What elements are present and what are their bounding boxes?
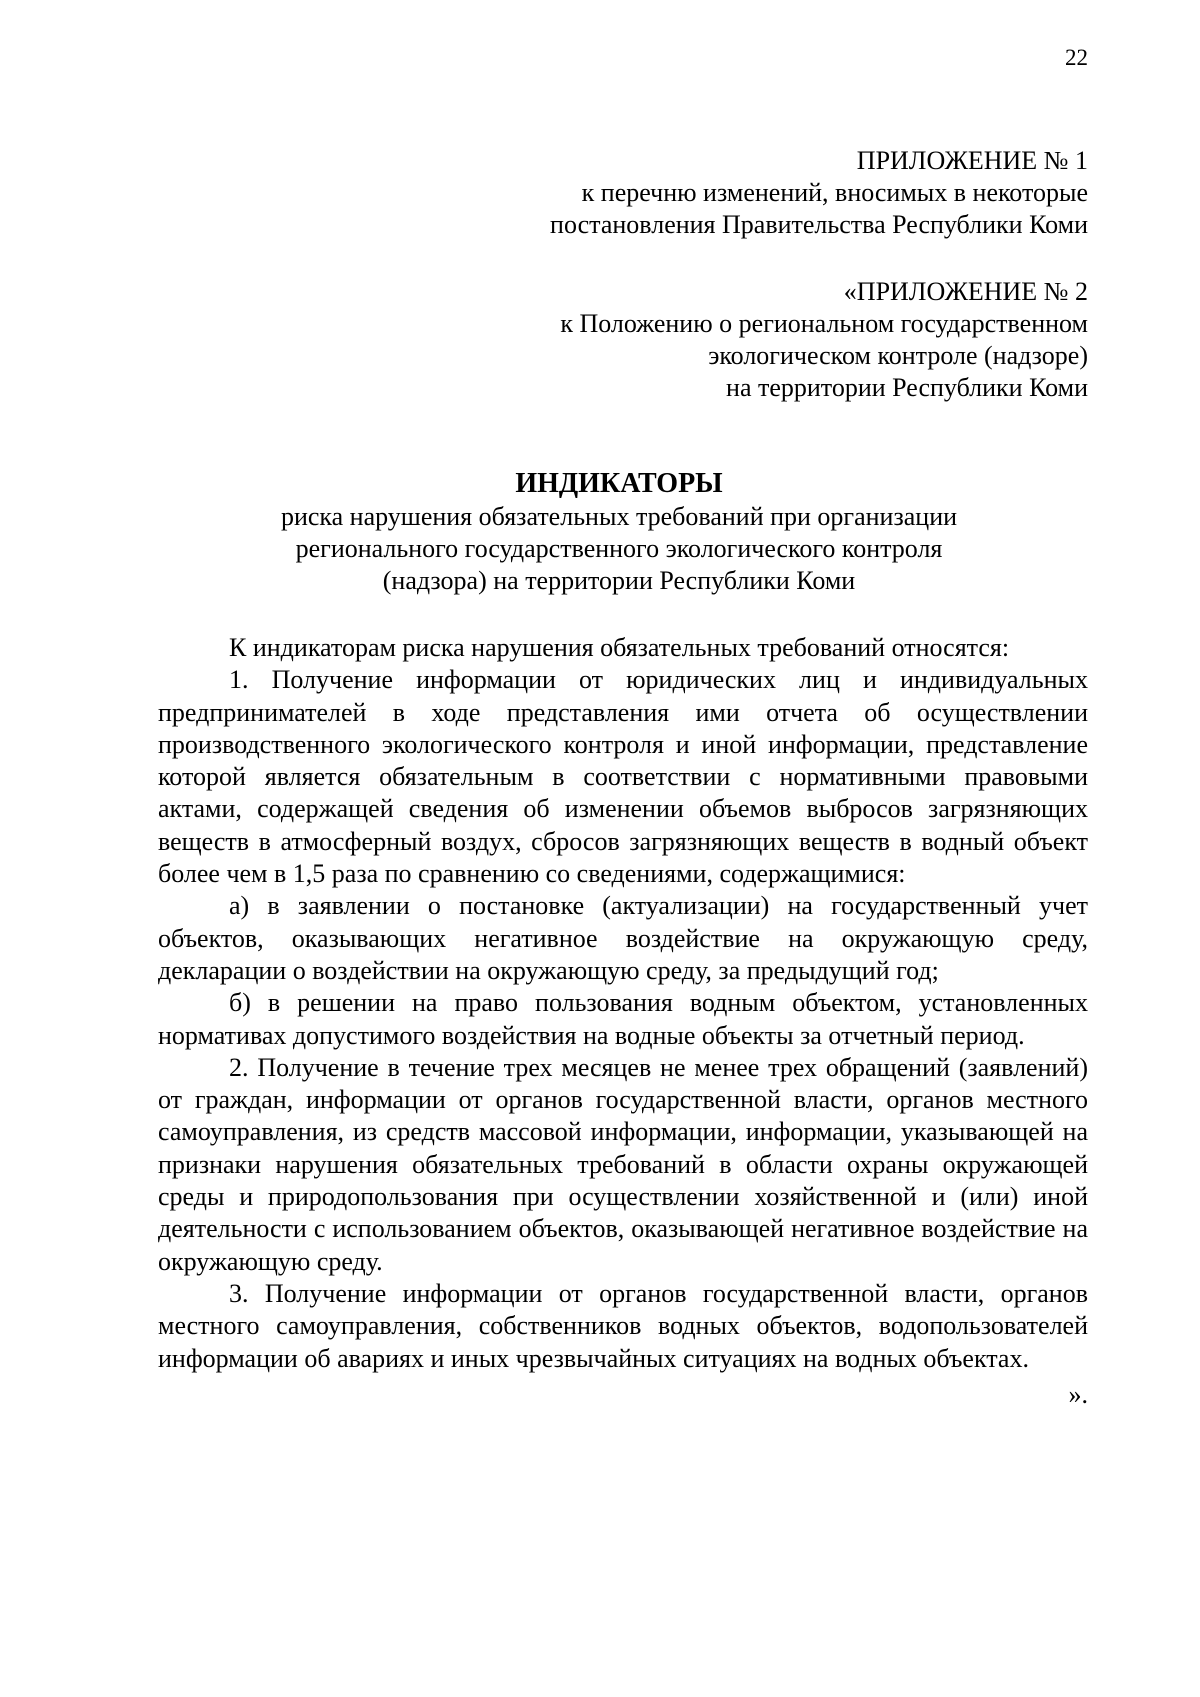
- appendix-1-line: к перечню изменений, вносимых в некоторые: [581, 178, 1088, 207]
- appendix-2-line: к Положению о региональном государственном: [560, 309, 1088, 338]
- body-item-1b: б) в решении на право пользования водным объектом, установленных нормативах допустимого воздействия на водные объекты за отчетный период.: [158, 988, 1088, 1050]
- appendix-1-line: ПРИЛОЖЕНИЕ № 1: [856, 146, 1088, 175]
- appendix-1-line: постановления Правительства Республики Коми: [550, 210, 1088, 239]
- title-subtitle-line: (надзора) на территории Республики Коми: [382, 566, 856, 595]
- document-title: [150, 467, 1088, 597]
- appendix-1-header: [550, 145, 1088, 241]
- body-item-2: 2. Получение в течение трех месяцев не менее трех обращений (заявлений) от граждан, информации от органов государственной власти, органов местного самоуправления, из средств массовой информации, информации, указывающей на признаки нарушения обязательных требований в области охраны окружающей среды и природопользования при осуществлении хозяйственной и (или) иной деятельности с использованием объектов, оказывающей негативное воздействие на окружающую среду.: [158, 1052, 1088, 1276]
- title-subtitle-line: риска нарушения обязательных требований при организации: [280, 502, 958, 531]
- body-intro: К индикаторам риска нарушения обязательных требований относятся:: [229, 633, 1010, 662]
- appendix-2-line: экологическом контроле (надзоре): [708, 341, 1088, 370]
- body-item-3: 3. Получение информации от органов государственной власти, органов местного самоуправления, собственников водных объектов, водопользователей информации об авариях и иных чрезвычайных ситуациях на водных объектах.: [158, 1278, 1088, 1373]
- body-item-1a: а) в заявлении о постановке (актуализации) на государственный учет объектов, оказывающих негативное воздействие на окружающую среду, декларации о воздействии на окружающую среду, за предыдущий год;: [158, 891, 1088, 985]
- title-heading: ИНДИКАТОРЫ: [515, 468, 723, 499]
- page-number: 22: [1065, 45, 1088, 70]
- document-body: [158, 632, 1088, 1411]
- body-item-1: 1. Получение информации от юридических лиц и индивидуальных предпринимателей в ходе представления ими отчета об осуществлении производственного экологического контроля и иной информации, представление которой является обязательным в соответствии с нормативными правовыми актами, содержащей сведения об изменении объемов выбросов загрязняющих веществ в атмосферный воздух, сбросов загрязняющих веществ в водный объект более чем в 1,5 раза по сравнению со сведениями, содержащимися:: [158, 665, 1088, 889]
- closing-quote: ».: [1068, 1379, 1088, 1409]
- appendix-2-line: на территории Республики Коми: [726, 373, 1088, 402]
- title-subtitle-line: регионального государственного экологического контроля: [295, 534, 943, 563]
- appendix-2-header: [560, 276, 1088, 404]
- appendix-2-line: «ПРИЛОЖЕНИЕ № 2: [843, 277, 1088, 306]
